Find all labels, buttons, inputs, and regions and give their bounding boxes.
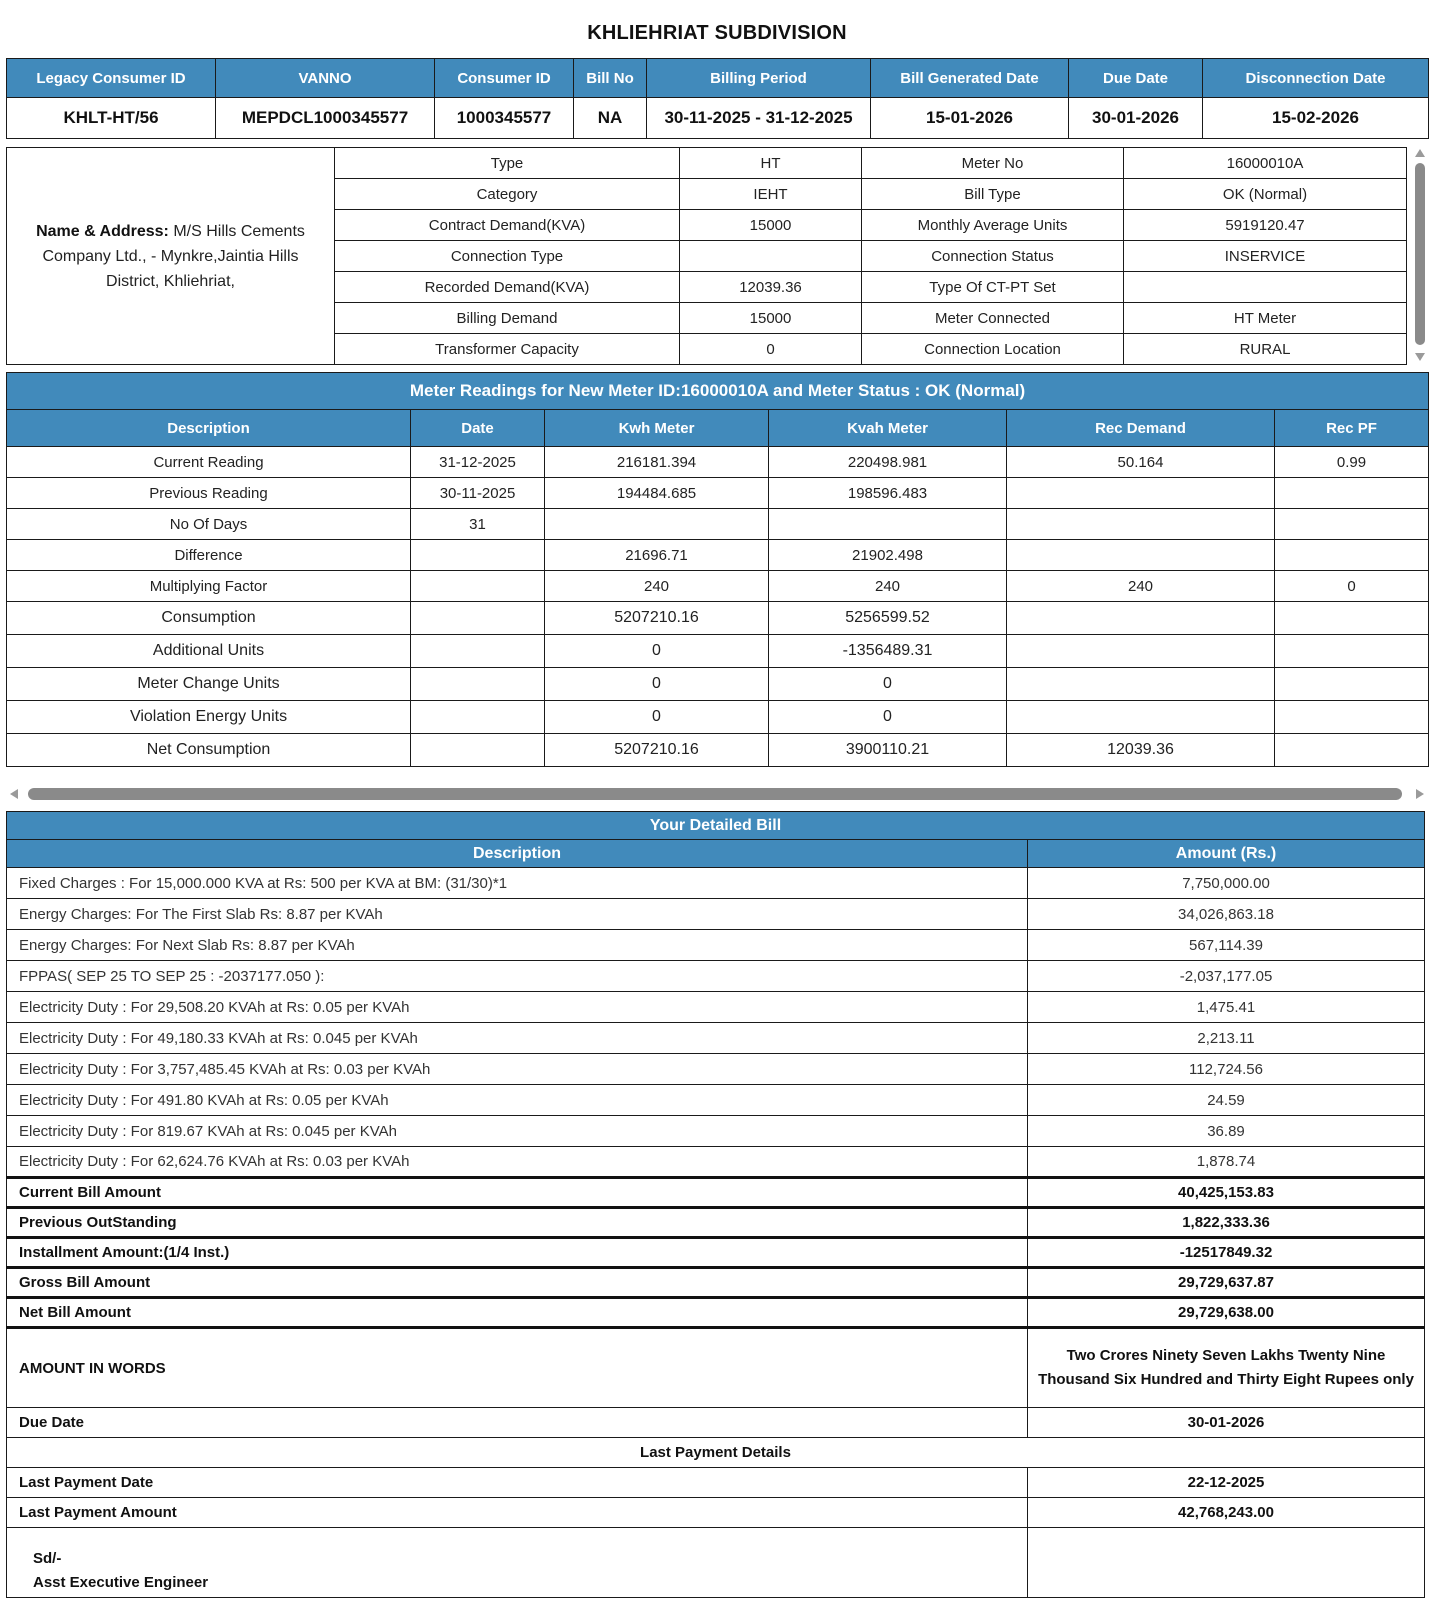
column-header: VANNO [216, 59, 435, 98]
reading-value: 12039.36 [1007, 734, 1275, 767]
reading-description: Difference [7, 540, 411, 571]
bill-item-row [7, 961, 1425, 992]
bill-item-description: Electricity Duty : For 49,180.33 KVAh at Rs: 0.045 per KVAh [7, 1023, 1028, 1054]
reading-value [1007, 478, 1275, 509]
bill-item-row [7, 1085, 1425, 1116]
reading-description: Meter Change Units [7, 668, 411, 701]
vertical-scrollbar[interactable] [1412, 147, 1428, 363]
info-value [1124, 272, 1407, 303]
column-header: Rec PF [1275, 410, 1429, 447]
bill-no: NA [574, 98, 647, 139]
column-header: Billing Period [647, 59, 871, 98]
reading-value: 220498.981 [769, 447, 1007, 478]
reading-value: 240 [1007, 571, 1275, 602]
reading-value: 240 [545, 571, 769, 602]
reading-value: 194484.685 [545, 478, 769, 509]
meter-reading-row [7, 701, 1429, 734]
info-value: INSERVICE [1124, 241, 1407, 272]
reading-value [545, 509, 769, 540]
info-label: Type Of CT-PT Set [862, 272, 1124, 303]
name-address-cell [7, 148, 335, 365]
info-label: Meter No [862, 148, 1124, 179]
info-label: Bill Type [862, 179, 1124, 210]
reading-description: Current Reading [7, 447, 411, 478]
reading-description: Additional Units [7, 635, 411, 668]
info-label: Recorded Demand(KVA) [335, 272, 680, 303]
column-header: Bill Generated Date [871, 59, 1069, 98]
reading-value: 0 [545, 635, 769, 668]
scroll-up-arrow-icon[interactable] [1415, 149, 1425, 157]
info-row [7, 148, 1407, 179]
bill-item-description: Energy Charges: For Next Slab Rs: 8.87 per KVAh [7, 930, 1028, 961]
bill-generated-date: 15-01-2026 [871, 98, 1069, 139]
bill-item-description: Electricity Duty : For 819.67 KVAh at Rs: 0.045 per KVAh [7, 1116, 1028, 1147]
scrollbar-thumb[interactable] [28, 788, 1402, 800]
installment-row [7, 1238, 1425, 1268]
info-value: 16000010A [1124, 148, 1407, 179]
last-payment-amount-value: 42,768,243.00 [1028, 1498, 1425, 1528]
name-address-label: Name & Address: [36, 222, 169, 240]
meter-readings-table [6, 372, 1429, 767]
signature-row [7, 1528, 1425, 1598]
net-bill-amount: 29,729,638.00 [1028, 1298, 1425, 1328]
meter-reading-row [7, 571, 1429, 602]
current-bill-amount: 40,425,153.83 [1028, 1178, 1425, 1208]
reading-value: 5256599.52 [769, 602, 1007, 635]
reading-value: 5207210.16 [545, 602, 769, 635]
gross-bill-amount: 29,729,637.87 [1028, 1268, 1425, 1298]
reading-value: 50.164 [1007, 447, 1275, 478]
column-header: Legacy Consumer ID [7, 59, 216, 98]
scrollbar-thumb[interactable] [1415, 163, 1425, 345]
column-header: Amount (Rs.) [1028, 840, 1425, 868]
bill-item-description: Electricity Duty : For 3,757,485.45 KVAh at Rs: 0.03 per KVAh [7, 1054, 1028, 1085]
bill-item-amount: -2,037,177.05 [1028, 961, 1425, 992]
column-header: Due Date [1069, 59, 1203, 98]
reading-value [1275, 602, 1429, 635]
amount-in-words-row [7, 1328, 1425, 1408]
detailed-bill-table [6, 811, 1425, 1598]
reading-description: Previous Reading [7, 478, 411, 509]
bill-item-row [7, 868, 1425, 899]
info-value: 15000 [680, 303, 862, 334]
signature-sd: Sd/- [33, 1550, 62, 1567]
due-date-value: 30-01-2026 [1028, 1408, 1425, 1438]
reading-value [411, 668, 545, 701]
bill-item-row [7, 930, 1425, 961]
meter-reading-row [7, 540, 1429, 571]
signature-block [7, 1528, 1028, 1598]
reading-value [1007, 701, 1275, 734]
gross-bill-label: Gross Bill Amount [7, 1268, 1028, 1298]
reading-description: Violation Energy Units [7, 701, 411, 734]
info-label: Connection Location [862, 334, 1124, 365]
summary-values-row [7, 98, 1429, 139]
billing-period: 30-11-2025 - 31-12-2025 [647, 98, 871, 139]
reading-value [411, 635, 545, 668]
last-payment-date-value: 22-12-2025 [1028, 1468, 1425, 1498]
connection-info-panel [6, 147, 1416, 365]
reading-value: 30-11-2025 [411, 478, 545, 509]
meter-reading-row [7, 602, 1429, 635]
net-bill-row [7, 1298, 1425, 1328]
signature-empty-cell [1028, 1528, 1425, 1598]
scroll-right-arrow-icon[interactable] [1416, 789, 1424, 799]
reading-value: 0.99 [1275, 447, 1429, 478]
bill-item-description: Energy Charges: For The First Slab Rs: 8.87 per KVAh [7, 899, 1028, 930]
reading-value: 5207210.16 [545, 734, 769, 767]
reading-value [411, 734, 545, 767]
info-label: Category [335, 179, 680, 210]
column-header: Consumer ID [435, 59, 574, 98]
detailed-bill-caption: Your Detailed Bill [7, 812, 1425, 840]
legacy-consumer-id: KHLT-HT/56 [7, 98, 216, 139]
reading-description: Net Consumption [7, 734, 411, 767]
reading-value: 216181.394 [545, 447, 769, 478]
previous-outstanding-amount: 1,822,333.36 [1028, 1208, 1425, 1238]
info-label: Connection Type [335, 241, 680, 272]
info-label: Meter Connected [862, 303, 1124, 334]
last-payment-amount-row [7, 1498, 1425, 1528]
info-label: Billing Demand [335, 303, 680, 334]
info-value: RURAL [1124, 334, 1407, 365]
net-bill-label: Net Bill Amount [7, 1298, 1028, 1328]
column-header: Disconnection Date [1203, 59, 1429, 98]
meter-reading-row [7, 734, 1429, 767]
info-value: OK (Normal) [1124, 179, 1407, 210]
info-label: Type [335, 148, 680, 179]
last-payment-heading-row [7, 1438, 1425, 1468]
due-date-label: Due Date [7, 1408, 1028, 1438]
due-date-row [7, 1408, 1425, 1438]
bill-item-amount: 1,475.41 [1028, 992, 1425, 1023]
reading-value [1007, 635, 1275, 668]
bill-item-description: FPPAS( SEP 25 TO SEP 25 : -2037177.050 ): [7, 961, 1028, 992]
bill-item-description: Electricity Duty : For 29,508.20 KVAh at Rs: 0.05 per KVAh [7, 992, 1028, 1023]
current-bill-label: Current Bill Amount [7, 1178, 1028, 1208]
bill-item-description: Electricity Duty : For 62,624.76 KVAh at Rs: 0.03 per KVAh [7, 1147, 1028, 1178]
name-address-value: M/S Hills Cements Company Ltd., - Mynkre,Jaintia Hills District, Khliehriat, [42, 222, 305, 290]
reading-description: Multiplying Factor [7, 571, 411, 602]
info-value: HT [680, 148, 862, 179]
bill-item-description: Electricity Duty : For 491.80 KVAh at Rs: 0.05 per KVAh [7, 1085, 1028, 1116]
last-payment-amount-label: Last Payment Amount [7, 1498, 1028, 1528]
column-header: Rec Demand [1007, 410, 1275, 447]
reading-value: 198596.483 [769, 478, 1007, 509]
info-value: IEHT [680, 179, 862, 210]
reading-value [411, 602, 545, 635]
bill-item-amount: 34,026,863.18 [1028, 899, 1425, 930]
current-bill-row [7, 1178, 1425, 1208]
meter-reading-row [7, 478, 1429, 509]
reading-value [411, 540, 545, 571]
page-title: KHLIEHRIAT SUBDIVISION [587, 22, 847, 44]
connection-info-table [6, 147, 1407, 365]
reading-value: 21902.498 [769, 540, 1007, 571]
installment-amount: -12517849.32 [1028, 1238, 1425, 1268]
reading-value: 0 [769, 668, 1007, 701]
scroll-left-arrow-icon[interactable] [10, 789, 18, 799]
reading-value [1275, 540, 1429, 571]
info-label: Contract Demand(KVA) [335, 210, 680, 241]
reading-value: 0 [1275, 571, 1429, 602]
column-header: Description [7, 410, 411, 447]
bill-item-row [7, 1116, 1425, 1147]
info-value [680, 241, 862, 272]
reading-value [769, 509, 1007, 540]
bill-item-amount: 112,724.56 [1028, 1054, 1425, 1085]
column-header: Kvah Meter [769, 410, 1007, 447]
amount-in-words-value: Two Crores Ninety Seven Lakhs Twenty Nine Thousand Six Hundred and Thirty Eight Rupees only [1028, 1328, 1425, 1408]
reading-value: 3900110.21 [769, 734, 1007, 767]
reading-value: 31 [411, 509, 545, 540]
meter-reading-row [7, 668, 1429, 701]
column-header: Kwh Meter [545, 410, 769, 447]
reading-value [1275, 478, 1429, 509]
column-header: Date [411, 410, 545, 447]
reading-value [1275, 701, 1429, 734]
scroll-down-arrow-icon[interactable] [1415, 353, 1425, 361]
meter-reading-row [7, 447, 1429, 478]
bill-item-row [7, 992, 1425, 1023]
column-header: Bill No [574, 59, 647, 98]
reading-value: 0 [769, 701, 1007, 734]
info-value: 0 [680, 334, 862, 365]
reading-description: No Of Days [7, 509, 411, 540]
info-value: 12039.36 [680, 272, 862, 303]
last-payment-date-label: Last Payment Date [7, 1468, 1028, 1498]
info-label: Connection Status [862, 241, 1124, 272]
signature-designation: Asst Executive Engineer [33, 1574, 209, 1591]
last-payment-date-row [7, 1468, 1425, 1498]
consumer-id: 1000345577 [435, 98, 574, 139]
reading-value [1275, 668, 1429, 701]
previous-outstanding-row [7, 1208, 1425, 1238]
bill-item-amount: 1,878.74 [1028, 1147, 1425, 1178]
meter-readings-caption: Meter Readings for New Meter ID:16000010A and Meter Status : OK (Normal) [7, 373, 1429, 410]
reading-value [1275, 509, 1429, 540]
reading-value [1007, 540, 1275, 571]
bill-item-row [7, 899, 1425, 930]
bill-item-amount: 567,114.39 [1028, 930, 1425, 961]
horizontal-scrollbar[interactable] [6, 785, 1428, 803]
reading-value [1275, 635, 1429, 668]
gross-bill-row [7, 1268, 1425, 1298]
reading-value: 21696.71 [545, 540, 769, 571]
info-value: HT Meter [1124, 303, 1407, 334]
meter-reading-row [7, 635, 1429, 668]
info-value: 15000 [680, 210, 862, 241]
reading-value [411, 701, 545, 734]
info-value: 5919120.47 [1124, 210, 1407, 241]
installment-label: Installment Amount:(1/4 Inst.) [7, 1238, 1028, 1268]
bill-item-row [7, 1147, 1425, 1178]
amount-in-words-label: AMOUNT IN WORDS [7, 1328, 1028, 1408]
meter-reading-row [7, 509, 1429, 540]
reading-value: 0 [545, 668, 769, 701]
reading-value [1007, 509, 1275, 540]
reading-value: 0 [545, 701, 769, 734]
bill-item-row [7, 1054, 1425, 1085]
info-label: Transformer Capacity [335, 334, 680, 365]
previous-outstanding-label: Previous OutStanding [7, 1208, 1028, 1238]
reading-value [1275, 734, 1429, 767]
due-date: 30-01-2026 [1069, 98, 1203, 139]
bill-item-amount: 24.59 [1028, 1085, 1425, 1116]
reading-value: 240 [769, 571, 1007, 602]
vanno: MEPDCL1000345577 [216, 98, 435, 139]
column-header: Description [7, 840, 1028, 868]
consumer-summary-table [6, 58, 1429, 139]
bill-item-amount: 36.89 [1028, 1116, 1425, 1147]
reading-value [411, 571, 545, 602]
bill-item-amount: 7,750,000.00 [1028, 868, 1425, 899]
disconnection-date: 15-02-2026 [1203, 98, 1429, 139]
bill-item-description: Fixed Charges : For 15,000.000 KVA at Rs: 500 per KVA at BM: (31/30)*1 [7, 868, 1028, 899]
reading-value [1007, 602, 1275, 635]
reading-value: 31-12-2025 [411, 447, 545, 478]
reading-value: -1356489.31 [769, 635, 1007, 668]
reading-description: Consumption [7, 602, 411, 635]
bill-item-amount: 2,213.11 [1028, 1023, 1425, 1054]
last-payment-heading: Last Payment Details [7, 1438, 1425, 1468]
bill-item-row [7, 1023, 1425, 1054]
info-label: Monthly Average Units [862, 210, 1124, 241]
reading-value [1007, 668, 1275, 701]
